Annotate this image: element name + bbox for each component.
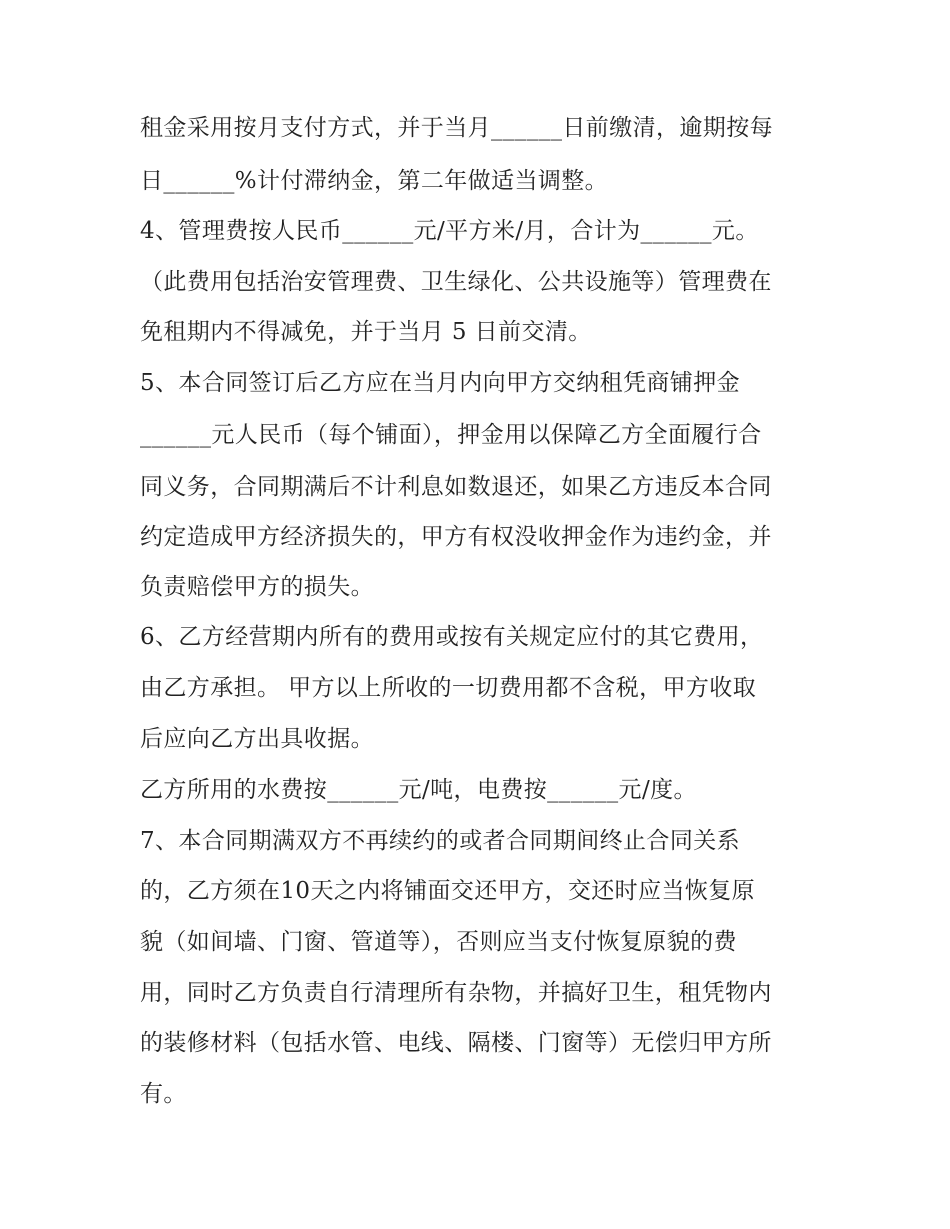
text-line: 由乙方承担。 甲方以上所收的一切费用都不含税，甲方收取 xyxy=(140,675,757,701)
text-line: （此费用包括治安管理费、卫生绿化、公共设施等）管理费在 xyxy=(140,269,772,295)
text-line: 日______%计付滞纳金，第二年做适当调整。 xyxy=(140,168,609,194)
text-line: ______元人民币（每个铺面），押金用以保障乙方全面履行合 xyxy=(140,422,762,448)
text-line: 7、本合同期满双方不再续约的或者合同期间终止合同关系 xyxy=(140,828,741,854)
text-line: 负责赔偿甲方的损失。 xyxy=(140,574,374,600)
text-line: 约定造成甲方经济损失的，甲方有权没收押金作为违约金，并 xyxy=(140,524,772,550)
text-line: 租金采用按月支付方式，并于当月______日前缴清，逾期按每 xyxy=(140,115,773,141)
text-line: 的装修材料（包括水管、电线、隔楼、门窗等）无偿归甲方所 xyxy=(140,1030,772,1056)
text-line: 用，同时乙方负责自行清理所有杂物，并搞好卫生，租凭物内 xyxy=(140,980,772,1006)
text-line: 4、管理费按人民币______元/平方米/月，合计为______元。 xyxy=(140,218,759,244)
text-line: 6、乙方经营期内所有的费用或按有关规定应付的其它费用， xyxy=(140,624,764,650)
text-line: 的，乙方须在10天之内将铺面交还甲方，交还时应当恢复原 xyxy=(140,878,756,904)
text-line: 同义务，合同期满后不计利息如数退还，如果乙方违反本合同 xyxy=(140,474,772,500)
text-line: 后应向乙方出具收据。 xyxy=(140,726,374,752)
text-line: 5、本合同签订后乙方应在当月内向甲方交纳租凭商铺押金 xyxy=(140,370,741,396)
text-line: 免租期内不得减免，并于当月 5 日前交清。 xyxy=(140,319,592,345)
text-line: 乙方所用的水费按______元/吨，电费按______元/度。 xyxy=(140,777,697,803)
text-line: 貌（如间墙、门窗、管道等），否则应当支付恢复原貌的费 xyxy=(140,929,737,955)
text-line: 有。 xyxy=(140,1081,187,1107)
